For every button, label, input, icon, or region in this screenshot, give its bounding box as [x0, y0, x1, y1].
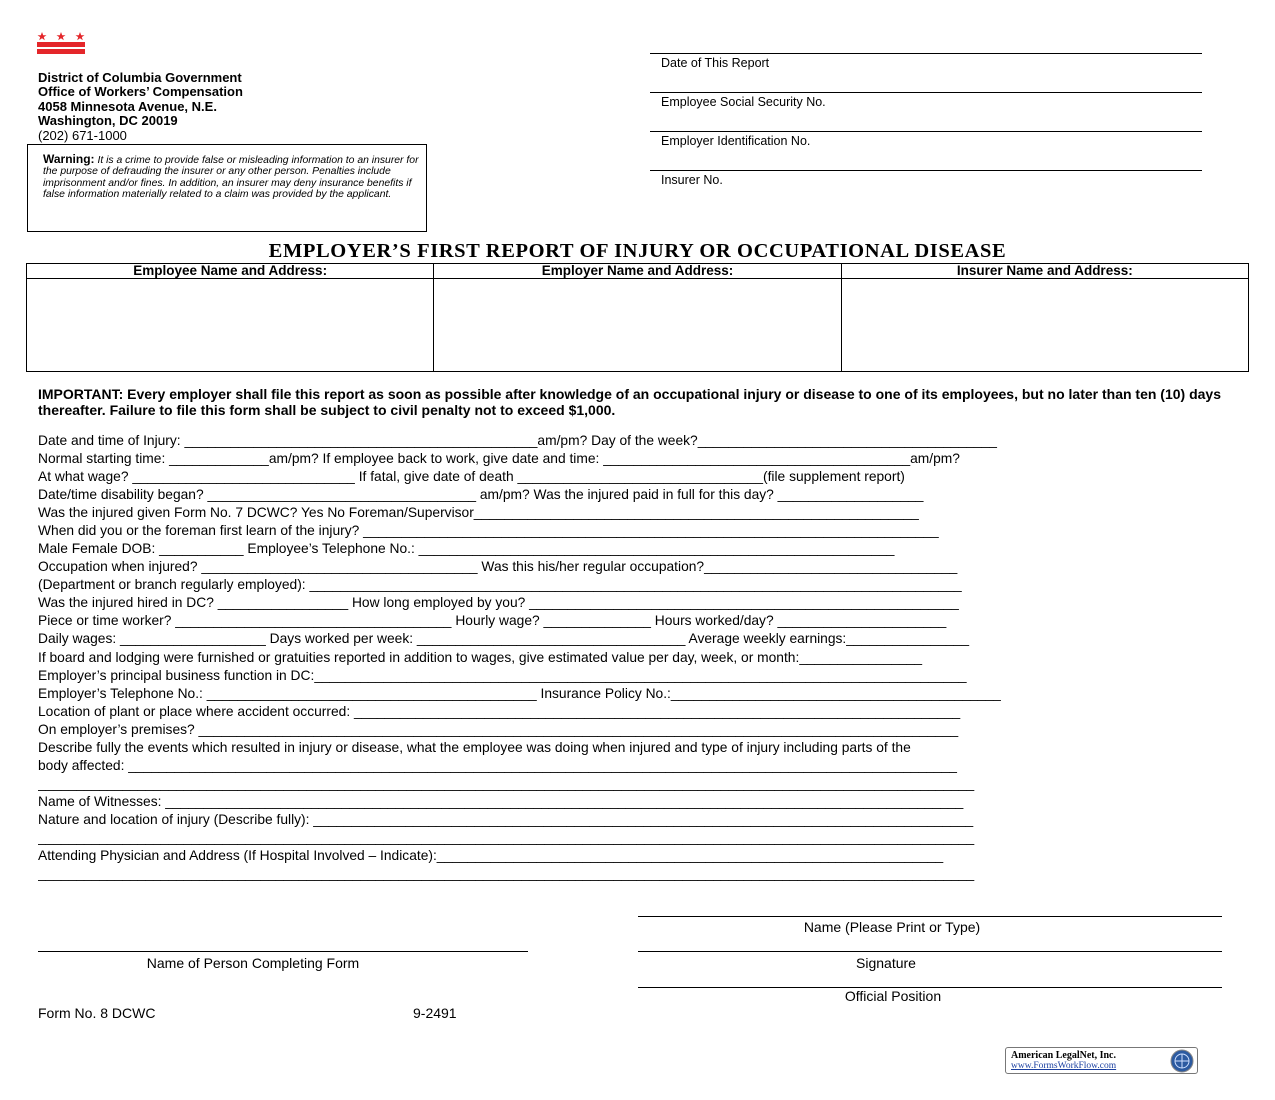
globe-icon — [1170, 1049, 1194, 1073]
vendor-link[interactable]: www.FormsWorkFlow.com — [1011, 1061, 1117, 1071]
form-number: Form No. 8 DCWC — [38, 1005, 156, 1021]
employee-name-address-cell[interactable] — [27, 264, 434, 371]
form-line-first-learn[interactable]: When did you or the foreman first learn of the injury? ___________________________________________________________________________ — [38, 523, 939, 538]
signature-caption: Signature — [856, 955, 916, 971]
form-line-location[interactable]: Location of plant or place where accident occurred: _______________________________________________________________________________ — [38, 704, 961, 719]
column-header: Employer Name and Address: — [434, 264, 840, 279]
form-line-disability[interactable]: Date/time disability began? ___________________________________ am/pm? Was the injured paid in full for this day? ___________________ — [38, 487, 924, 502]
party-table — [26, 263, 1249, 372]
employer-name-address-cell[interactable] — [434, 264, 841, 371]
form-line-wage[interactable]: At what wage? _____________________________ If fatal, give date of death ________________________________(file supplement report) — [38, 469, 905, 484]
agency-line: 4058 Minnesota Avenue, N.E. — [38, 98, 217, 114]
form-line-department[interactable]: (Department or branch regularly employed): _____________________________________________________________________________________ — [38, 577, 962, 592]
form-line-physician[interactable]: Attending Physician and Address (If Hospital Involved – Indicate):__________________________________________________________________ — [38, 848, 944, 863]
signature-line[interactable] — [638, 951, 1222, 952]
form-line-blank[interactable]: __________________________________________________________________________________________________________________________ — [38, 866, 975, 881]
vendor-logo[interactable] — [1005, 1047, 1198, 1074]
form-line-hired-dc[interactable]: Was the injured hired in DC? _________________ How long employed by you? ________________________________________________________ — [38, 595, 959, 610]
warning-label: Warning: — [43, 152, 95, 166]
field-label: Date of This Report — [661, 56, 770, 70]
important-notice: IMPORTANT: Every employer shall file this report as soon as possible after knowledge of an occupational injury or disease to one of its employees, but no later than ten (10) days thereafter. Failure to file this form shall be subject to civil penalty not to exceed $1,000. — [38, 386, 1222, 418]
agency-line: District of Columbia Government — [38, 70, 242, 85]
completer-name-line[interactable] — [38, 951, 528, 952]
print-name-line[interactable] — [638, 916, 1222, 917]
warning-text: It is a crime to provide false or misleading information to an insurer for the purpose of defrauding the insurer or any other person. Penalties include imprisonment and/or fines. In addition, an insurer may deny insurance benefits if false information materially related to a claim was provided by the applicant. — [43, 155, 419, 200]
agency-line: Washington, DC 20019 — [38, 113, 178, 129]
form-line-nature-injury[interactable]: Nature and location of injury (Describe fully): ______________________________________________________________________________________ — [38, 812, 974, 827]
form-line-board-lodging[interactable]: If board and lodging were furnished or gratuities reported in addition to wages, give estimated value per day, week, or month:________________ — [38, 650, 923, 665]
form-line-starting-time[interactable]: Normal starting time: _____________am/pm? If employee back to work, give date and time: ________________________________________am/pm? — [38, 451, 960, 466]
agency-line: Office of Workers’ Compensation — [38, 84, 243, 100]
insurer-name-address-cell[interactable] — [842, 264, 1248, 371]
form-line-blank[interactable]: __________________________________________________________________________________________________________________________ — [38, 776, 975, 791]
completer-name-caption: Name of Person Completing Form — [146, 955, 360, 971]
dc-flag-logo — [37, 31, 85, 55]
vendor-name: American LegalNet, Inc. — [1011, 1050, 1116, 1061]
field-label: Employer Identification No. — [661, 134, 811, 148]
form-line-describe: Describe fully the events which resulted in injury or disease, what the employee was doing when injured and type of injury including parts of the — [38, 740, 911, 755]
form-line-blank[interactable]: __________________________________________________________________________________________________________________________ — [38, 830, 975, 845]
official-position-caption: Official Position — [844, 988, 942, 1004]
form-line-premises[interactable]: On employer’s premises? ___________________________________________________________________________________________________ — [38, 722, 959, 737]
form-line-occupation[interactable]: Occupation when injured? ____________________________________ Was this his/her regular occupation?_________________________________ — [38, 559, 958, 574]
field-label: Employee Social Security No. — [661, 95, 826, 109]
column-header: Insurer Name and Address: — [842, 264, 1248, 279]
agency-address — [38, 71, 243, 143]
print-name-caption: Name (Please Print or Type) — [803, 919, 981, 935]
form-line-sex-dob[interactable]: Male Female DOB: ___________ Employee’s Telephone No.: ______________________________________________________________ — [38, 541, 895, 556]
form-line-business-function[interactable]: Employer’s principal business function in DC:_____________________________________________________________________________________ — [38, 668, 967, 683]
form-line-daily-wages[interactable]: Daily wages: ___________________ Days worked per week: ___________________________________ Average weekly earnings:________________ — [38, 631, 970, 646]
date-of-report-field[interactable] — [650, 53, 1202, 70]
employer-id-field[interactable] — [650, 131, 1202, 148]
form-title: EMPLOYER’S FIRST REPORT OF INJURY OR OCCUPATIONAL DISEASE — [268, 240, 1007, 262]
form-line-employer-phone[interactable]: Employer’s Telephone No.: ___________________________________________ Insurance Policy No.:___________________________________________ — [38, 686, 1001, 701]
field-label: Insurer No. — [661, 173, 723, 187]
form-code: 9-2491 — [413, 1005, 457, 1021]
agency-phone: (202) 671-1000 — [38, 127, 127, 143]
employee-ssn-field[interactable] — [650, 92, 1202, 109]
form-line-witnesses[interactable]: Name of Witnesses: ________________________________________________________________________________________________________ — [38, 794, 964, 809]
column-header: Employee Name and Address: — [27, 264, 433, 279]
insurer-no-field[interactable] — [650, 170, 1202, 187]
form-line-injury-date[interactable]: Date and time of Injury: ______________________________________________am/pm? Day of the week?_______________________________________ — [38, 433, 997, 448]
form-line-body-affected[interactable]: body affected: ____________________________________________________________________________________________________________ — [38, 758, 957, 773]
form-line-form7[interactable]: Was the injured given Form No. 7 DCWC? Yes No Foreman/Supervisor__________________________________________________________ — [38, 505, 919, 520]
warning-box — [27, 144, 427, 232]
form-line-piece-time[interactable]: Piece or time worker? ____________________________________ Hourly wage? ______________ Hours worked/day? ______________________ — [38, 613, 947, 628]
